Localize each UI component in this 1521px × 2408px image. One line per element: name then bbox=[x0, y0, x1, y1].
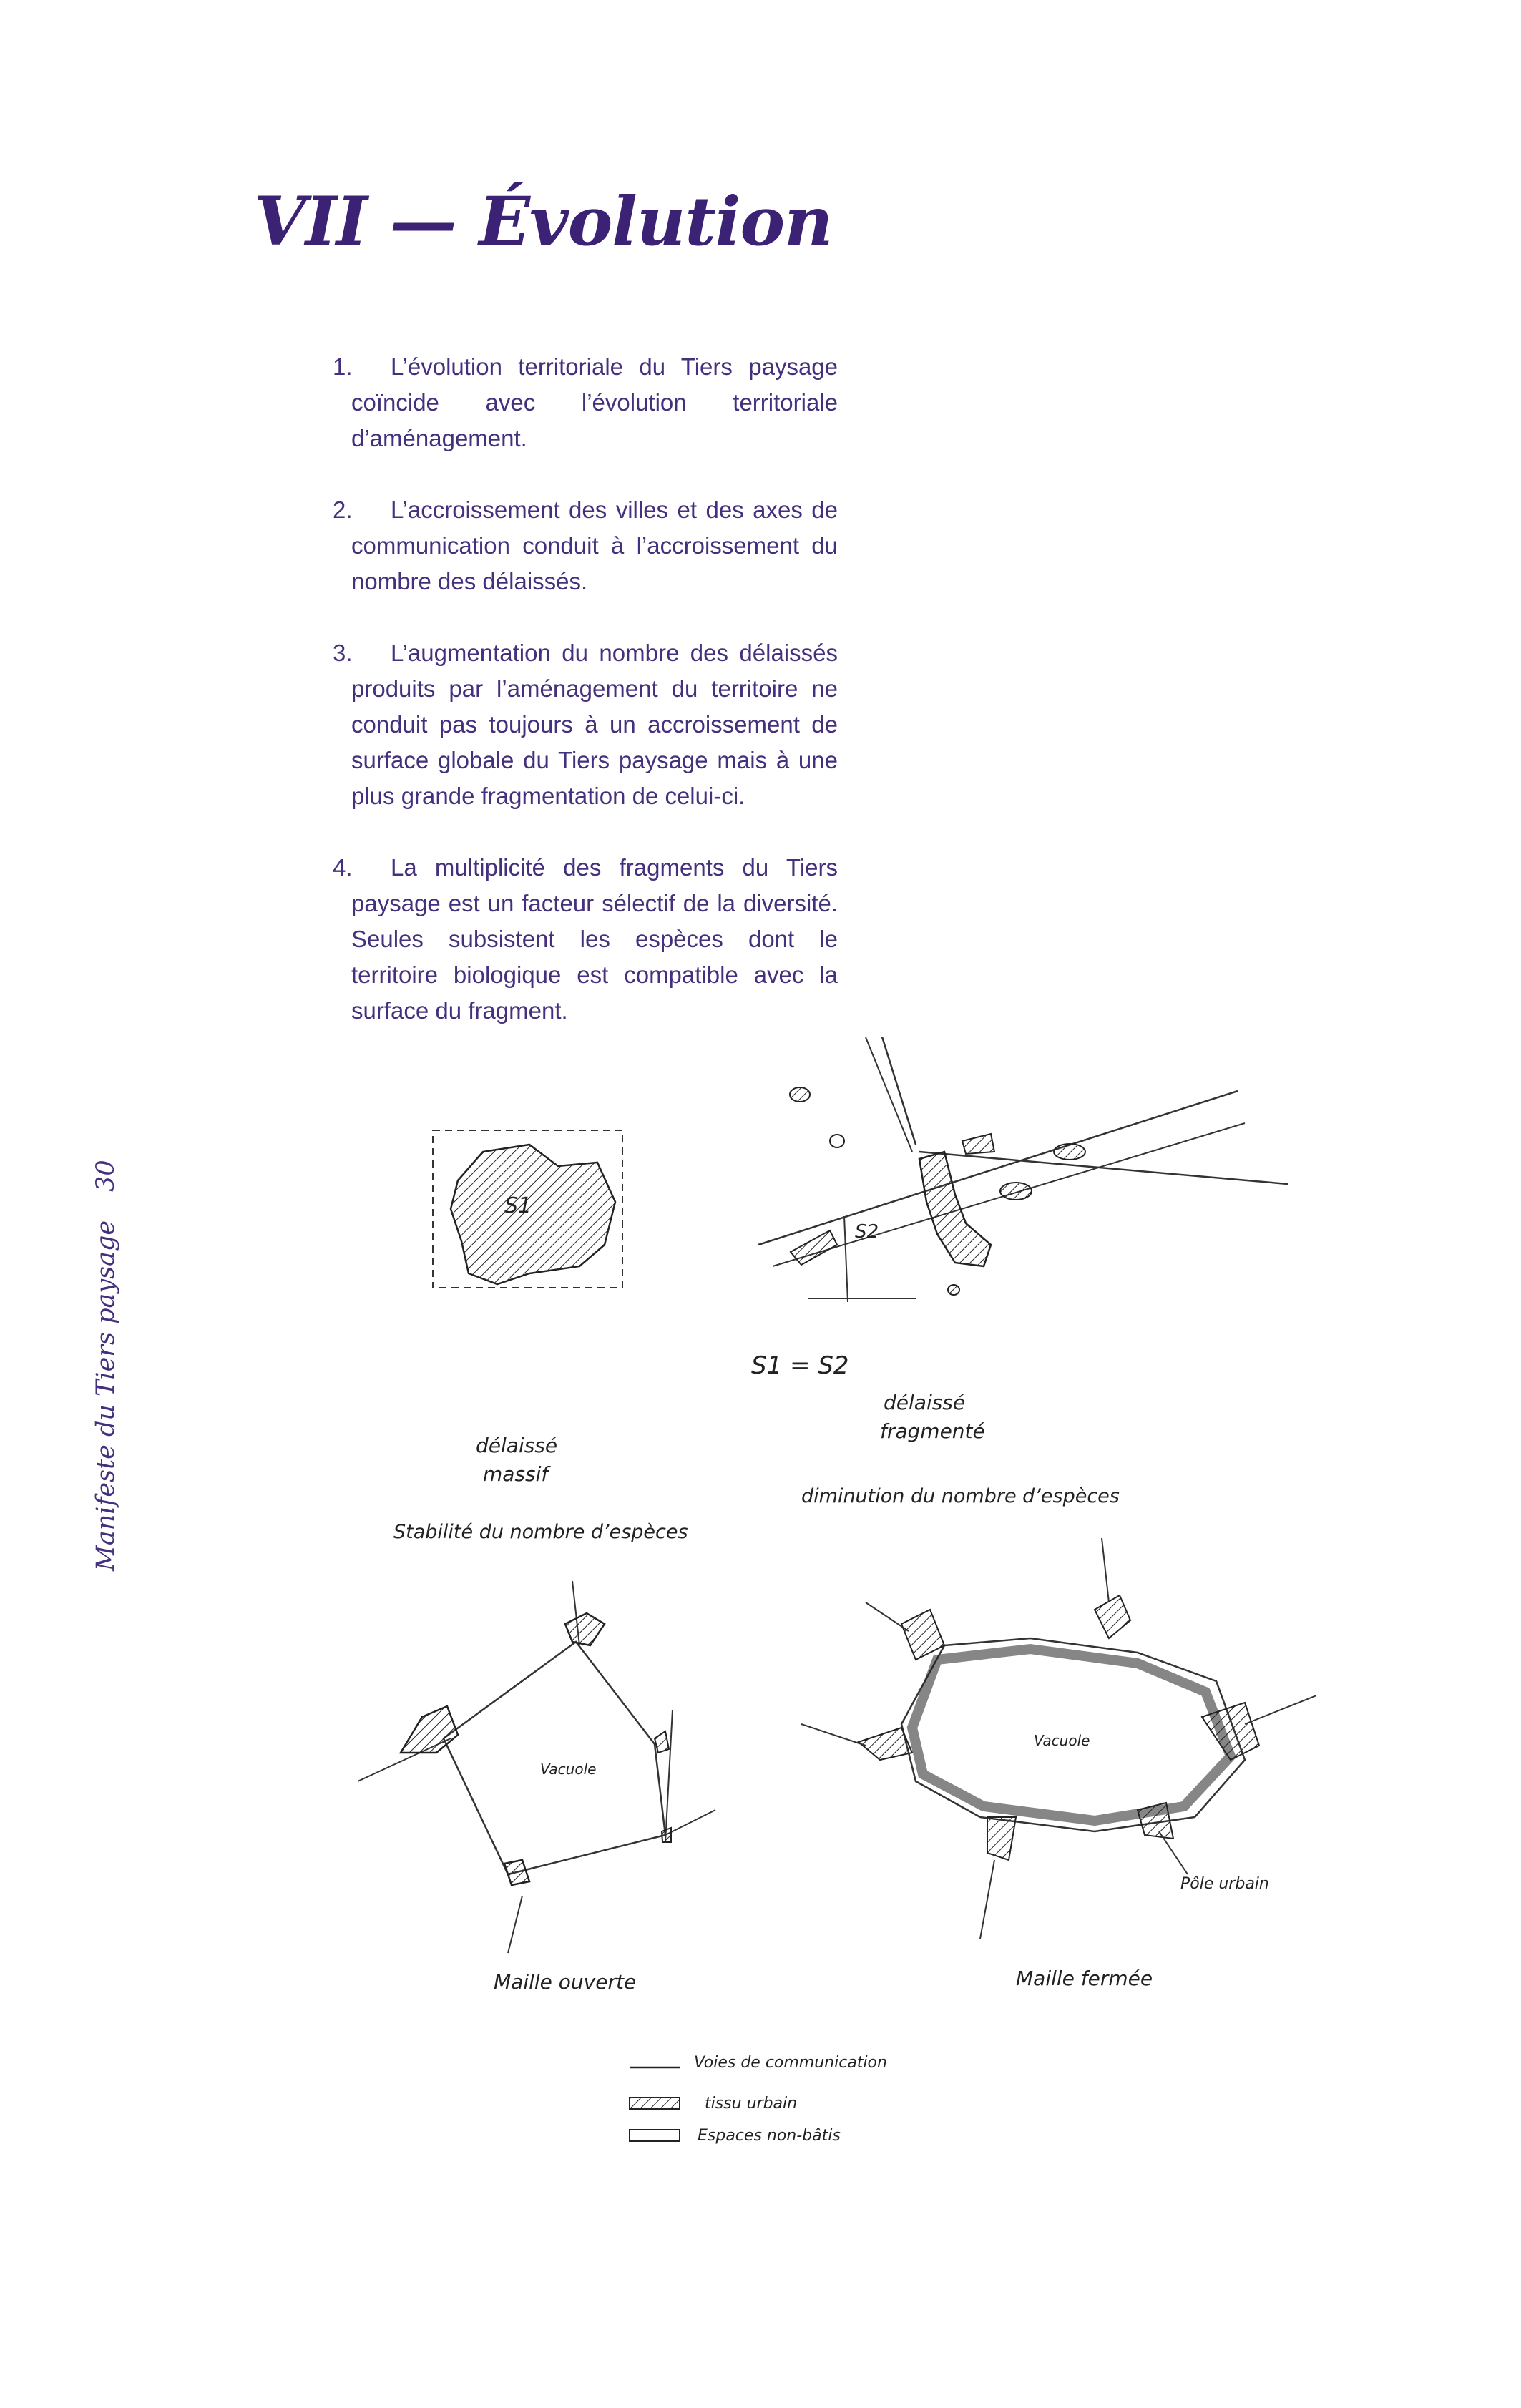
fragmented-effect: diminution du nombre d’espèces bbox=[801, 1485, 1120, 1507]
legend bbox=[630, 2054, 887, 2145]
list-item bbox=[333, 349, 838, 456]
legend-urban-swatch bbox=[630, 2098, 680, 2109]
list-item-number: 3. bbox=[333, 640, 353, 666]
list-item-number: 2. bbox=[333, 496, 353, 523]
legend-open-space: Espaces non-bâtis bbox=[698, 2127, 841, 2145]
massive-caption-line1: délaissé bbox=[476, 1434, 558, 1457]
closed-mesh-caption: Maille fermée bbox=[1016, 1967, 1153, 1990]
legend-urban: tissu urbain bbox=[705, 2095, 798, 2113]
list-item-text: L’évolution territoriale du Tiers paysage coïncide avec l’évolution territoriale d’aménagement. bbox=[351, 353, 838, 451]
s2-label: S2 bbox=[855, 1221, 879, 1243]
list-item bbox=[333, 492, 838, 599]
massive-effect: Stabilité du nombre d’espèces bbox=[393, 1521, 688, 1543]
fragmented-caption-line2: fragmenté bbox=[880, 1419, 985, 1443]
list-item-text: L’augmentation du nombre des délaissés produits par l’aménagement du territoire ne conduit pas toujours à un accroissement de surface globale du Tiers paysage mais à une plus grande fragmentation de celui-ci. bbox=[351, 640, 838, 809]
list-item-text: La multiplicité des fragments du Tiers paysage est un facteur sélectif de la diversité. Seules subsistent les espèces dont le territoire biologique est compatible avec la surface du fragment. bbox=[351, 854, 838, 1024]
fragmented-delaisse-sketch bbox=[758, 1037, 1288, 1302]
closed-mesh-sketch bbox=[801, 1538, 1316, 1939]
urban-pole-label: Pôle urbain bbox=[1180, 1875, 1269, 1893]
evolution-list bbox=[333, 349, 838, 1064]
s1-label: S1 bbox=[504, 1193, 532, 1218]
hand-drawn-diagram bbox=[315, 1037, 1316, 2168]
list-item bbox=[333, 635, 838, 814]
list-item-text: L’accroissement des villes et des axes de communication conduit à l’accroissement du nombre des délaissés. bbox=[351, 496, 838, 594]
equation-label: S1 = S2 bbox=[751, 1351, 849, 1380]
legend-roads: Voies de communication bbox=[694, 2054, 887, 2072]
running-header bbox=[92, 1160, 120, 1571]
massive-caption-line2: massif bbox=[483, 1462, 549, 1486]
closed-mesh-vacuole: Vacuole bbox=[1034, 1732, 1090, 1749]
fragmented-caption-line1: délaissé bbox=[884, 1391, 966, 1414]
massive-delaisse-sketch bbox=[433, 1130, 622, 1288]
running-header-title: Manifeste du Tiers paysage bbox=[92, 1220, 120, 1571]
legend-open-space-swatch bbox=[630, 2130, 680, 2141]
open-mesh-sketch bbox=[358, 1581, 715, 1953]
page-number: 30 bbox=[92, 1160, 120, 1192]
page-title: VII — Évolution bbox=[254, 182, 833, 261]
open-mesh-caption: Maille ouverte bbox=[494, 1970, 637, 1994]
open-mesh-vacuole: Vacuole bbox=[540, 1761, 597, 1778]
list-item bbox=[333, 850, 838, 1029]
list-item-number: 1. bbox=[333, 353, 353, 380]
list-item-number: 4. bbox=[333, 854, 353, 881]
